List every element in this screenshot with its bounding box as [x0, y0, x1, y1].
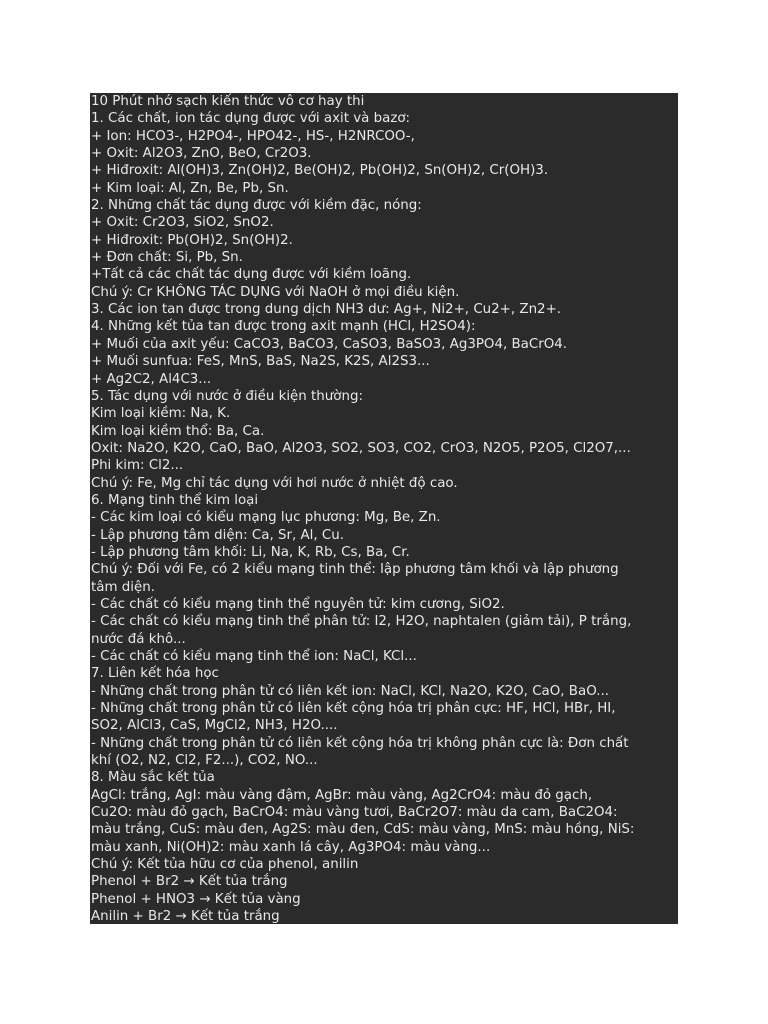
text-line: - Các kim loại có kiểu mạng lục phương: Mg, Be, Zn.	[91, 510, 441, 526]
text-line: + Ag2C2, Al4C3...	[91, 371, 212, 387]
text-line: + Hiđroxit: Al(OH)3, Zn(OH)2, Be(OH)2, Pb(OH)2, Sn(OH)2, Cr(OH)3.	[91, 163, 549, 179]
text-line: 6. Mạng tinh thể kim loại	[91, 492, 259, 508]
text-line: màu xanh, Ni(OH)2: màu xanh lá cây, Ag3PO4: màu vàng...	[91, 839, 491, 855]
text-line: +Tất cả các chất tác dụng được với kiềm loãng.	[91, 267, 412, 283]
text-line: 7. Liên kết hóa học	[91, 666, 219, 682]
text-line: 5. Tác dụng với nước ở điều kiện thường:	[91, 388, 363, 404]
text-line: - Lập phương tâm diện: Ca, Sr, Al, Cu.	[91, 527, 344, 543]
text-line: nước đá khô...	[91, 631, 186, 647]
text-line: + Hiđroxit: Pb(OH)2, Sn(OH)2.	[91, 232, 293, 248]
text-line: - Những chất trong phân tử có liên kết ion: NaCl, KCl, Na2O, K2O, CaO, BaO...	[91, 683, 609, 699]
text-line: + Muối sunfua: FeS, MnS, BaS, Na2S, K2S, Al2S3...	[91, 354, 430, 370]
text-line: Anilin + Br2 → Kết tủa trắng	[91, 909, 280, 924]
text-line: Chú ý: Cr KHÔNG TÁC DỤNG với NaOH ở mọi điều kiện.	[91, 284, 460, 300]
text-line: + Oxit: Cr2O3, SiO2, SnO2.	[91, 215, 274, 231]
text-line: Phenol + Br2 → Kết tủa trắng	[91, 874, 288, 890]
text-line: Phenol + HNO3 → Kết tủa vàng	[91, 891, 301, 907]
text-line: màu trắng, CuS: màu đen, Ag2S: màu đen, CdS: màu vàng, MnS: màu hồng, NiS:	[91, 822, 635, 838]
text-line: - Các chất có kiểu mạng tinh thể ion: NaCl, KCl...	[91, 649, 417, 664]
text-line: Cu2O: màu đỏ gạch, BaCrO4: màu vàng tươi, BaCr2O7: màu da cam, BaC2O4:	[91, 805, 618, 821]
text-panel	[90, 93, 678, 924]
text-line: 4. Những kết tủa tan được trong axit mạnh (HCl, H2SO4):	[91, 319, 476, 335]
text-line: 10 Phút nhớ sạch kiến thức vô cơ hay thi	[91, 94, 365, 109]
text-line: - Những chất trong phân tử có liên kết cộng hóa trị phân cực: HF, HCl, HBr, HI,	[91, 701, 616, 717]
text-line: - Các chất có kiểu mạng tinh thể phân tử: I2, H2O, naphtalen (giảm tải), P trắng,	[91, 614, 632, 630]
text-line: + Muối của axit yếu: CaCO3, BaCO3, CaSO3, BaSO3, Ag3PO4, BaCrO4.	[91, 336, 568, 352]
text-line: Chú ý: Kết tủa hữu cơ của phenol, anilin	[91, 857, 359, 873]
text-line: Chú ý: Fe, Mg chỉ tác dụng với hơi nước ở nhiệt độ cao.	[91, 475, 458, 491]
text-line: tâm diện.	[91, 579, 155, 595]
text-line: 8. Màu sắc kết tủa	[91, 770, 215, 786]
text-line: Kim loại kiềm thổ: Ba, Ca.	[91, 423, 265, 439]
text-line: Chú ý: Đối với Fe, có 2 kiểu mạng tinh thể: lập phương tâm khối và lập phương	[91, 562, 619, 578]
text-line: khí (O2, N2, Cl2, F2...), CO2, NO...	[91, 753, 318, 769]
text-line: Phi kim: Cl2...	[91, 458, 184, 474]
text-line: - Những chất trong phân tử có liên kết cộng hóa trị không phân cực là: Đơn chất	[91, 735, 629, 751]
text-line: AgCl: trắng, AgI: màu vàng đậm, AgBr: màu vàng, Ag2CrO4: màu đỏ gạch,	[91, 787, 593, 803]
text-line: + Ion: HCO3-, H2PO4-, HPO42-, HS-, H2NRCOO-,	[91, 128, 415, 144]
text-line: + Oxit: Al2O3, ZnO, BeO, Cr2O3.	[91, 146, 312, 162]
text-line: - Các chất có kiểu mạng tinh thể nguyên tử: kim cương, SiO2.	[91, 596, 505, 612]
text-line: + Đơn chất: Si, Pb, Sn.	[91, 250, 243, 266]
text-line: 1. Các chất, ion tác dụng được với axit và bazơ:	[91, 111, 411, 127]
text-line: 2. Những chất tác dụng được với kiềm đặc, nóng:	[91, 198, 422, 214]
text-line: + Kim loại: Al, Zn, Be, Pb, Sn.	[91, 180, 289, 196]
text-line: 3. Các ion tan được trong dung dịch NH3 dư: Ag+, Ni2+, Cu2+, Zn2+.	[91, 302, 562, 318]
text-line: SO2, AlCl3, CaS, MgCl2, NH3, H2O....	[91, 718, 338, 734]
text-line: - Lập phương tâm khối: Li, Na, K, Rb, Cs, Ba, Cr.	[91, 544, 410, 560]
text-line: Kim loại kiềm: Na, K.	[91, 406, 231, 422]
text-line: Oxit: Na2O, K2O, CaO, BaO, Al2O3, SO2, SO3, CO2, CrO3, N2O5, P2O5, Cl2O7,...	[91, 440, 631, 456]
